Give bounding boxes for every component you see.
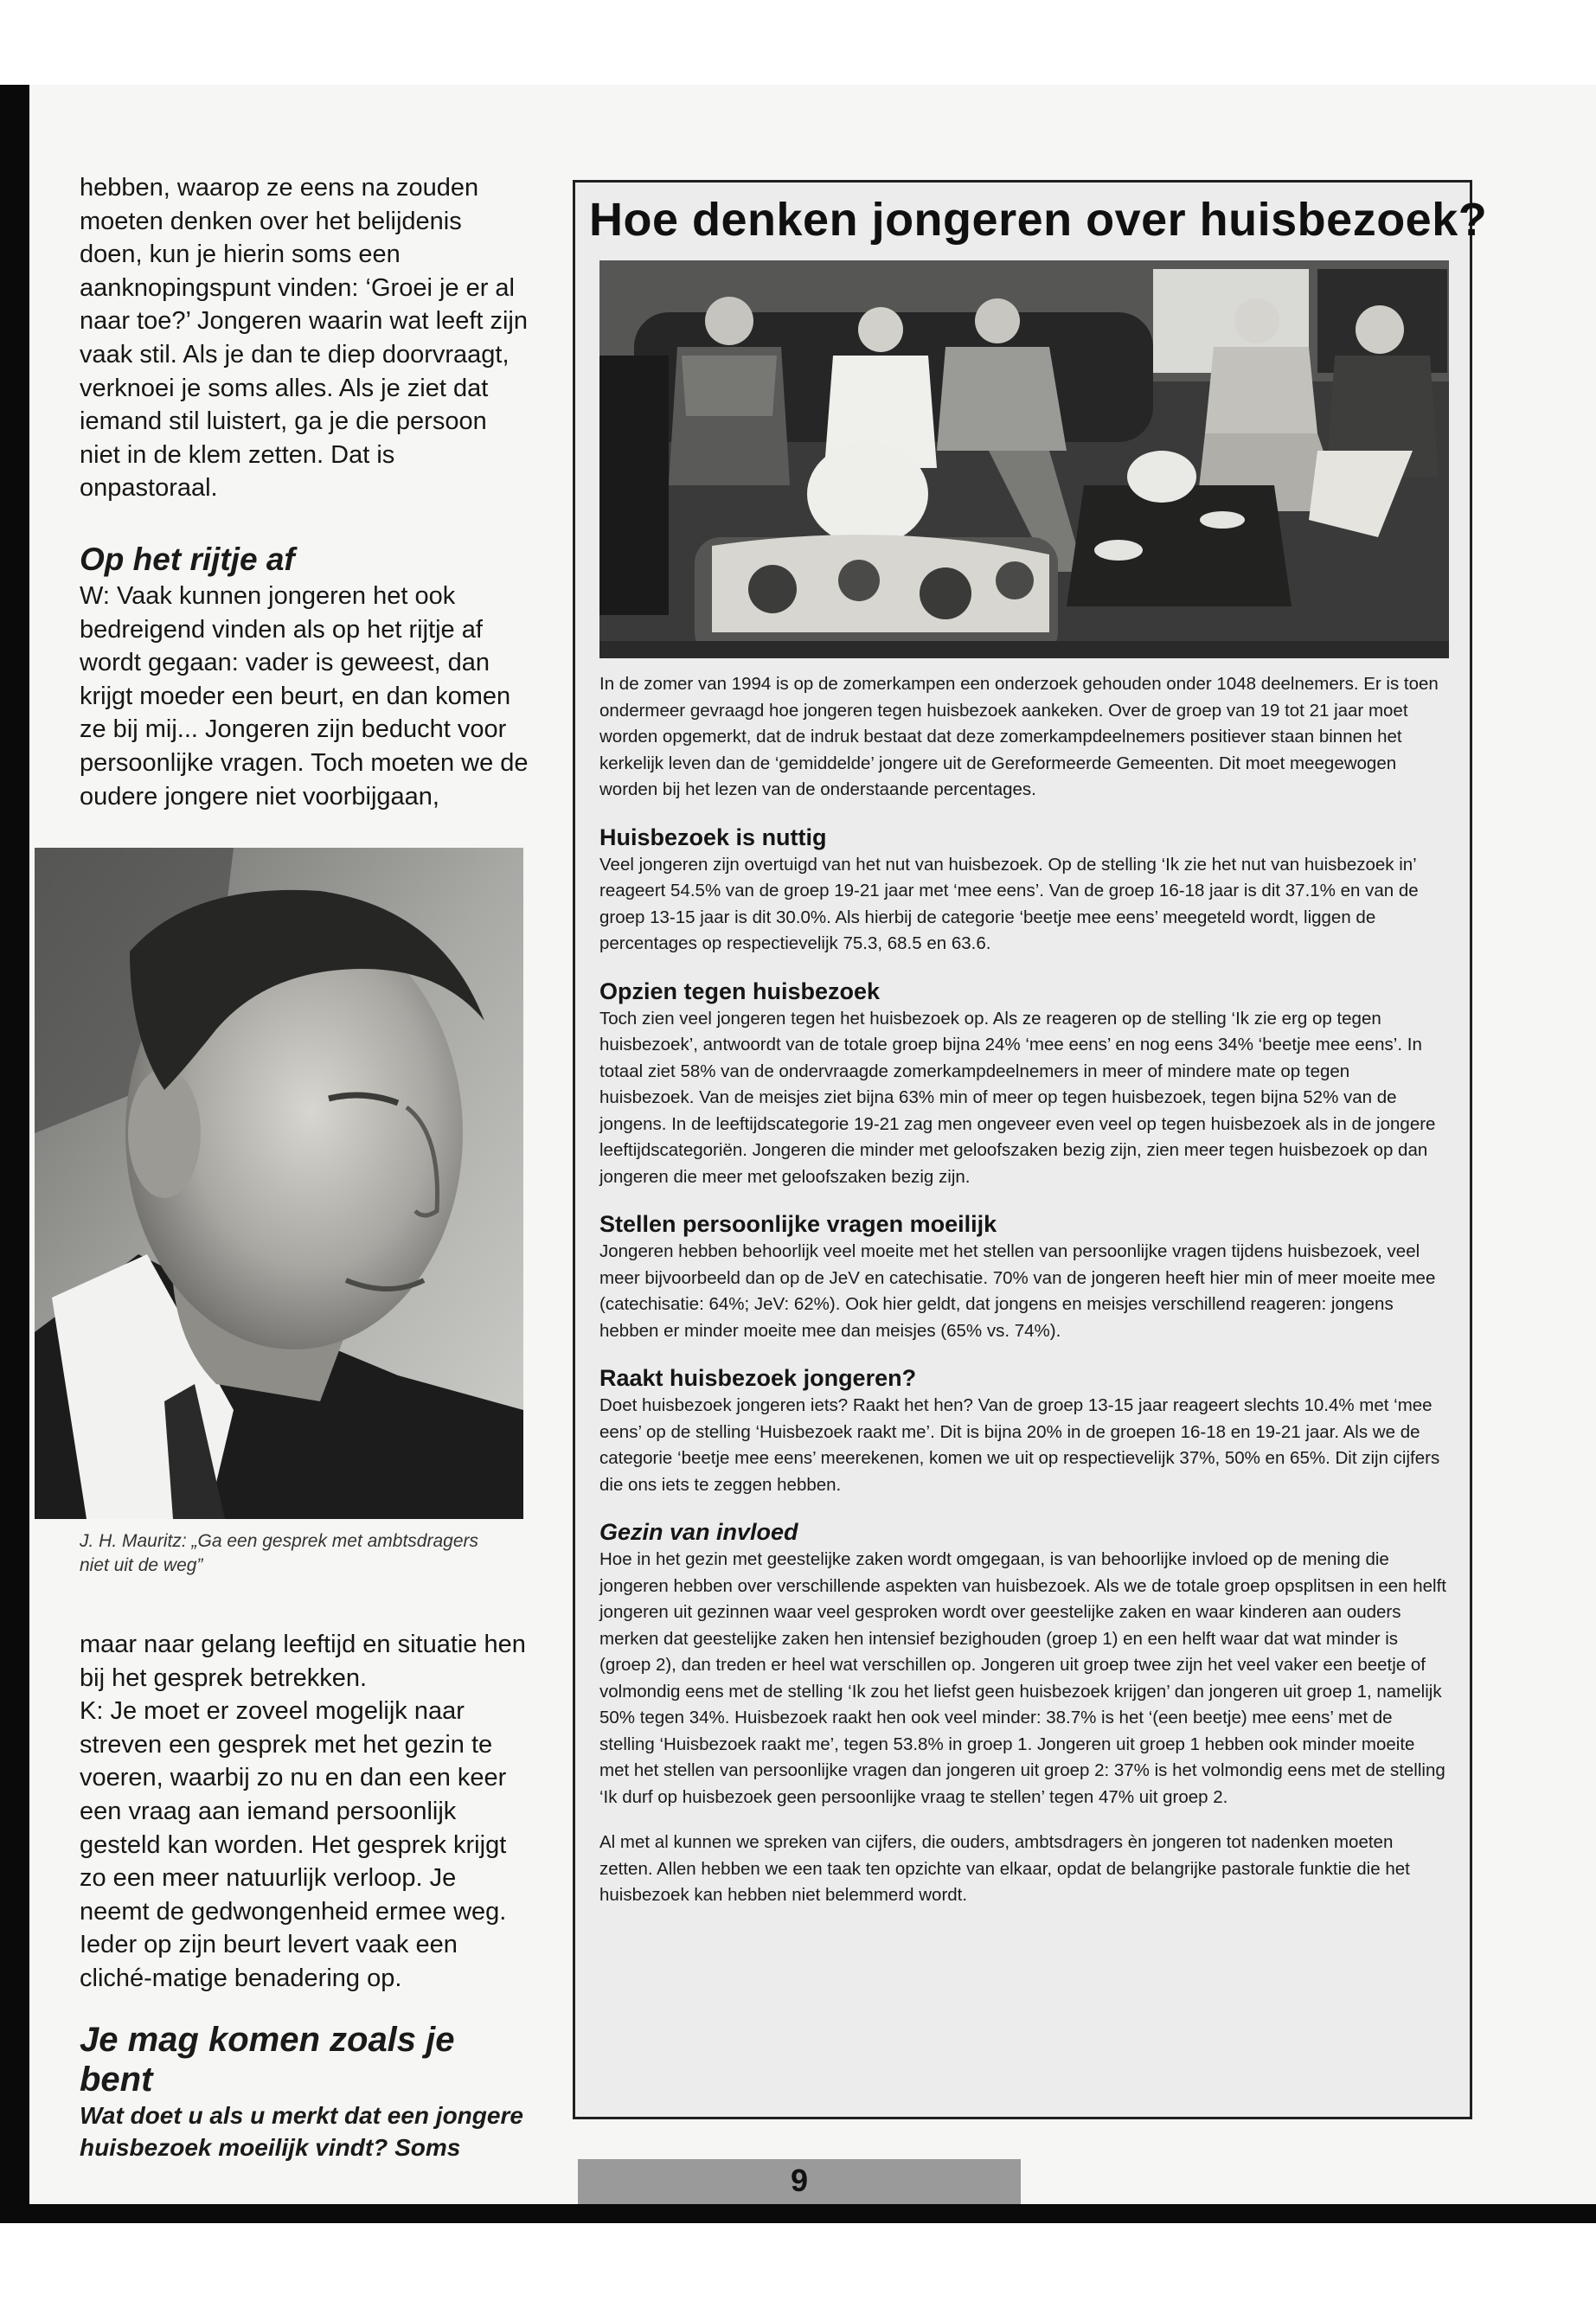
scan-edge-left (0, 85, 29, 2223)
left-paragraph-1: hebben, waarop ze eens na zouden moeten denken over het belijdenis doen, kun je hierin soms een aanknopingspunt vinden: ‘Groei je er al naar toe?’ Jongeren waarin wat leeft zijn vaak stil. Als je dan te diep doorvraagt, verknoei je soms alles. Als je ziet dat iemand stil luistert, ga je die persoon niet in de klem zetten. Dat is onpastoraal. (80, 174, 529, 503)
interview-question: Wat doet u als u merkt dat een jongere huisbezoek moeilijk vindt? Soms (80, 2101, 523, 2161)
box-title: Hoe denken jongeren over huisbezoek? (589, 194, 1488, 246)
section-text: Toch zien veel jongeren tegen het huisbezoek op. Als ze reageren op de stelling ‘Ik zie erg op tegen huisbezoek’, antwoordt van de totale groep bijna 24% ‘mee eens’ en nog eens 34% ‘beetje mee eens’. In totaal ziet 58% van de ondervraagde zomerkampdeelnemers in meer of mindere mate op tegen huisbezoek. Van de meisjes ziet bijna 63% min of meer op tegen huisbezoek, tegen bijna 52% van de jongens. In de leeftijdscategorie 19-21 zag men ongeveer even veel op tegen huisbezoek als in de jongere leeftijdscategoriën. Jongeren die minder met geloofszaken bezig zijn, zien meer tegen huisbezoek op dan jongeren die meer met geloofszaken bezig zijn. (599, 1008, 1436, 1187)
section-heading: Raakt huisbezoek jongeren? (599, 1365, 917, 1391)
section-heading: Opzien tegen huisbezoek (599, 977, 881, 1004)
section-text: Doet huisbezoek jongeren iets? Raakt het hen? Van de groep 13-15 jaar reageert slechts 10.4% met ‘mee eens’ op de stelling ‘Huisbezoek raakt me’. Dit is bijna 20% in de groepen 16-18 en 19-21 jaar. Als we de categorie ‘beetje mee eens’ meerekenen, komen we uit op respectievelijk 37%, 50% en 65%. Dit zijn cijfers die ons iets te zeggen hebben. (599, 1395, 1440, 1495)
left-paragraph-3: maar naar gelang leeftijd en situatie hen bij het gesprek betrekken. K: Je moet er zoveel mogelijk naar streven een gesprek met het gezin te voeren, waarbij zo nu en dan een keer een vraag aan iemand persoonlijk gesteld kan worden. Het gesprek krijgt zo een meer natuurlijk verloop. Je neemt de gedwongenheid ermee weg. Ieder op zijn beurt levert vaak een cliché-matige benadering op. (80, 1628, 529, 1996)
portrait-caption: J. H. Mauritz: „Ga een gesprek met ambtsdragers niet uit de weg” (80, 1531, 479, 1575)
group-photo-image (599, 260, 1449, 658)
section-heading: Huisbezoek is nuttig (599, 824, 827, 850)
left-paragraph-2: W: Vaak kunnen jongeren het ook bedreigend vinden als op het rijtje af wordt gegaan: vader is geweest, dan krijgt moeder een beurt, en dan komen ze bij mij... Jongeren zijn beducht voor persoonlijke vragen. Toch moeten we de oudere jongere niet voorbijgaan, (80, 581, 529, 811)
section-heading: Gezin van invloed (599, 1519, 798, 1545)
heading-je-mag-komen: Je mag komen zoals je bent (80, 2020, 455, 2099)
box-intro: In de zomer van 1994 is op de zomerkampen een onderzoek gehouden onder 1048 deelnemers. Er is toen ondermeer gevraagd hoe jongeren tegen huisbezoek aankeken. Over de groep van 19 tot 21 jaar moet worden opgemerkt, dat de indruk bestaat dat deze zomerkampdeelnemers positiever staan binnen het kerkelijk leven dan de ‘gemiddelde’ jongere uit de Gereformeerde Gemeenten. Dit moet meegewogen worden bij het lezen van de onderstaande percentages. (599, 674, 1439, 799)
left-paragraph-4: K: Je moet er zoveel mogelijk naar streven een gesprek met het gezin te voeren, waarbij zo nu en dan een keer een vraag aan iemand persoonlijk gesteld kan worden. Het gesprek krijgt zo een meer natuurlijk verloop. Je neemt de gedwongenheid ermee weg. Ieder op zijn beurt levert vaak een cliché-matige benadering op. (80, 1697, 507, 1992)
portrait-image (35, 848, 523, 1519)
portrait-photo (35, 848, 523, 1519)
section-heading: Stellen persoonlijke vragen moeilijk (599, 1211, 997, 1237)
box-content (599, 671, 1447, 1909)
scan-margin-top (0, 0, 1596, 85)
section-text: Hoe in het gezin met geestelijke zaken wordt omgegaan, is van behoorlijke invloed op de mening die jongeren hebben over verschillende aspekten van huisbezoek. Als we de totale groep opsplitsen in een helft jongeren uit gezinnen waar veel gesproken wordt over geestelijke zaken en waar kinderen aan ouders merken dat geestelijke zaken hen intensief bezighouden (groep 1) en een helft waar dat wat minder is (groep 2), dan treden er heel wat verschillen op. Jongeren uit groep twee zijn het veel vaker een beetje of volmondig eens met de stelling ‘Ik zou het liefst geen huisbezoek krijgen’ dan jongeren uit groep 1, namelijk 50% tegen 34%. Huisbezoek raakt hen ook veel minder: 38.7% is het ‘(een beetje) mee eens’ met de stelling ‘Huisbezoek raakt me’, tegen 53.8% in groep 1. Jongeren uit groep 1 hebben ook minder moeite met het stellen van persoonlijke vragen dan jongeren uit groep 2: 37% is het volmondig eens met de stelling ‘Ik durf op huisbezoek geen persoonlijke vraag te stellen’ tegen 47% uit groep 2. (599, 1549, 1446, 1807)
scan-edge-bottom (0, 2204, 1596, 2223)
page-number: 9 (790, 2163, 809, 2198)
left-column-top (80, 171, 529, 813)
section-text: Jongeren hebben behoorlijk veel moeite met het stellen van persoonlijke vragen tijdens huisbezoek, veel meer bijvoorbeeld dan op de JeV en catechisatie. 70% van de jongeren heeft hier min of meer moeite mee (catechisatie: 64%; JeV: 62%). Ook hier geldt, dat jongens en meisjes verschillend reageren: jongens hebben er minder moeite mee dan meisjes (65% vs. 74%). (599, 1241, 1436, 1341)
box-closing: Al met al kunnen we spreken van cijfers, die ouders, ambtsdragers èn jongeren tot nadenken moeten zetten. Allen hebben we een taak ten opzichte van elkaar, opdat de belangrijke pastorale funktie die het huisbezoek kan hebben niet belemmerd wordt. (599, 1832, 1410, 1905)
left-column-bottom (80, 1628, 529, 2163)
heading-op-het-rijtje-af: Op het rijtje af (80, 541, 295, 577)
group-photo (599, 260, 1449, 658)
survey-box (573, 180, 1488, 2119)
section-text: Veel jongeren zijn overtuigd van het nut van huisbezoek. Op de stelling ‘Ik zie het nut van huisbezoek in’ reageert 54.5% van de groep 19-21 jaar met ‘mee eens’. Van de groep 16-18 jaar is dit 37.1% en van de groep 13-15 jaar is dit 30.0%. Als hierbij de categorie ‘beetje mee eens’ meegeteld wordt, liggen de percentages op respectievelijk 75.3, 68.5 en 63.6. (599, 854, 1419, 953)
